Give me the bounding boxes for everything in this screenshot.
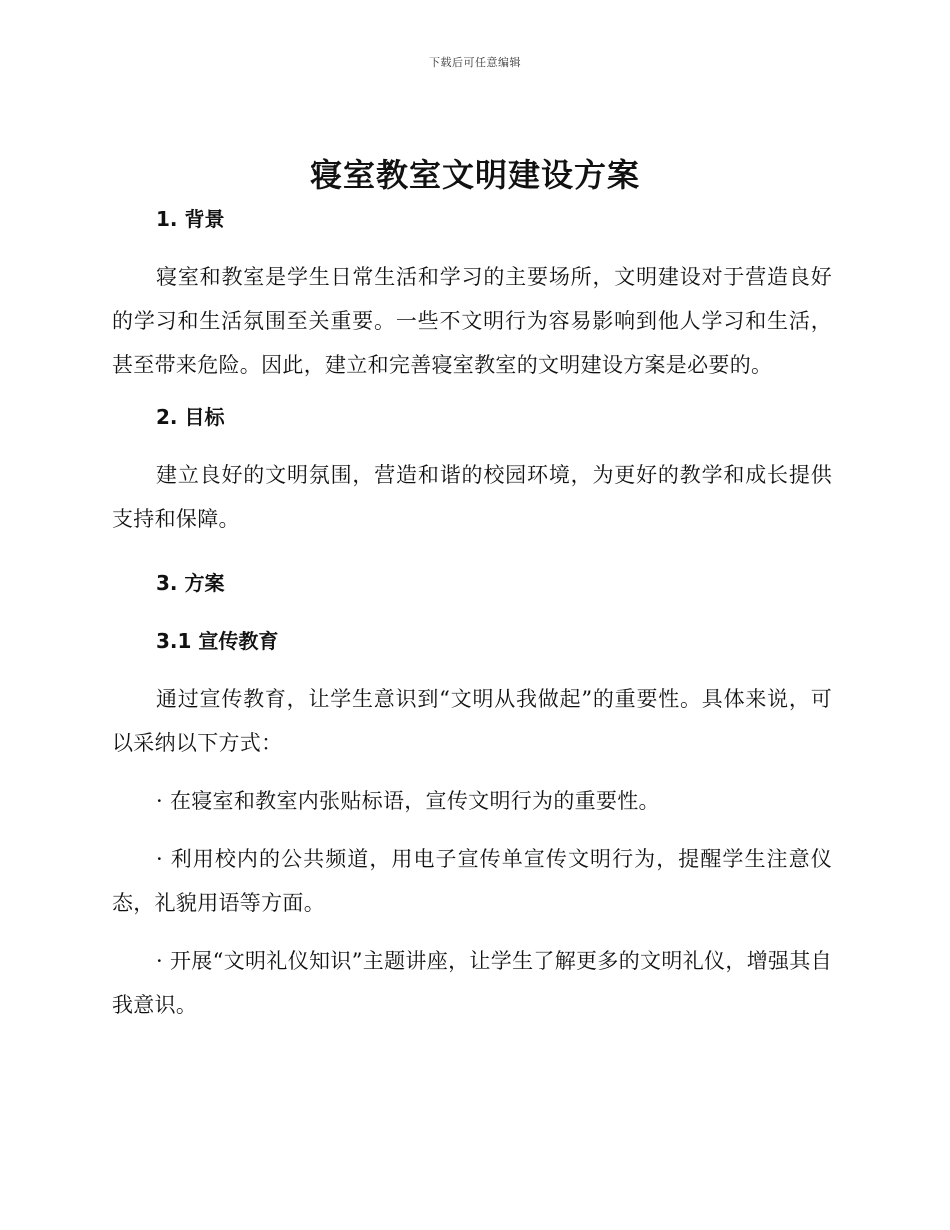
subsection-heading-publicity: 3.1 宣传教育	[156, 629, 279, 653]
list-item: · 利用校内的公共频道，用电子宣传单宣传文明行为，提醒学生注意仪态，礼貌用语等方面。	[112, 847, 832, 915]
list-item: · 开展“文明礼仪知识”主题讲座，让学生了解更多的文明礼仪，增强其自我意识。	[112, 949, 832, 1017]
paragraph-publicity-intro: 通过宣传教育，让学生意识到“文明从我做起”的重要性。具体来说，可以采纳以下方式：	[112, 687, 832, 755]
paragraph-goal: 建立良好的文明氛围，营造和谐的校园环境，为更好的教学和成长提供支持和保障。	[112, 463, 832, 531]
list-item: · 在寝室和教室内张贴标语，宣传文明行为的重要性。	[156, 789, 660, 813]
document-title: 寝室教室文明建设方案	[309, 156, 640, 194]
document-body	[112, 203, 832, 1027]
section-heading-background: 1. 背景	[156, 207, 225, 231]
paragraph-background: 寝室和教室是学生日常生活和学习的主要场所，文明建设对于营造良好的学习和生活氛围至关重要。一些不文明行为容易影响到他人学习和生活，甚至带来危险。因此，建立和完善寝室教室的文明建设方案是必要的。	[112, 265, 832, 377]
section-heading-plan: 3. 方案	[156, 571, 225, 595]
section-heading-goal: 2. 目标	[156, 405, 225, 429]
header-note: 下载后可任意编辑	[429, 56, 521, 69]
